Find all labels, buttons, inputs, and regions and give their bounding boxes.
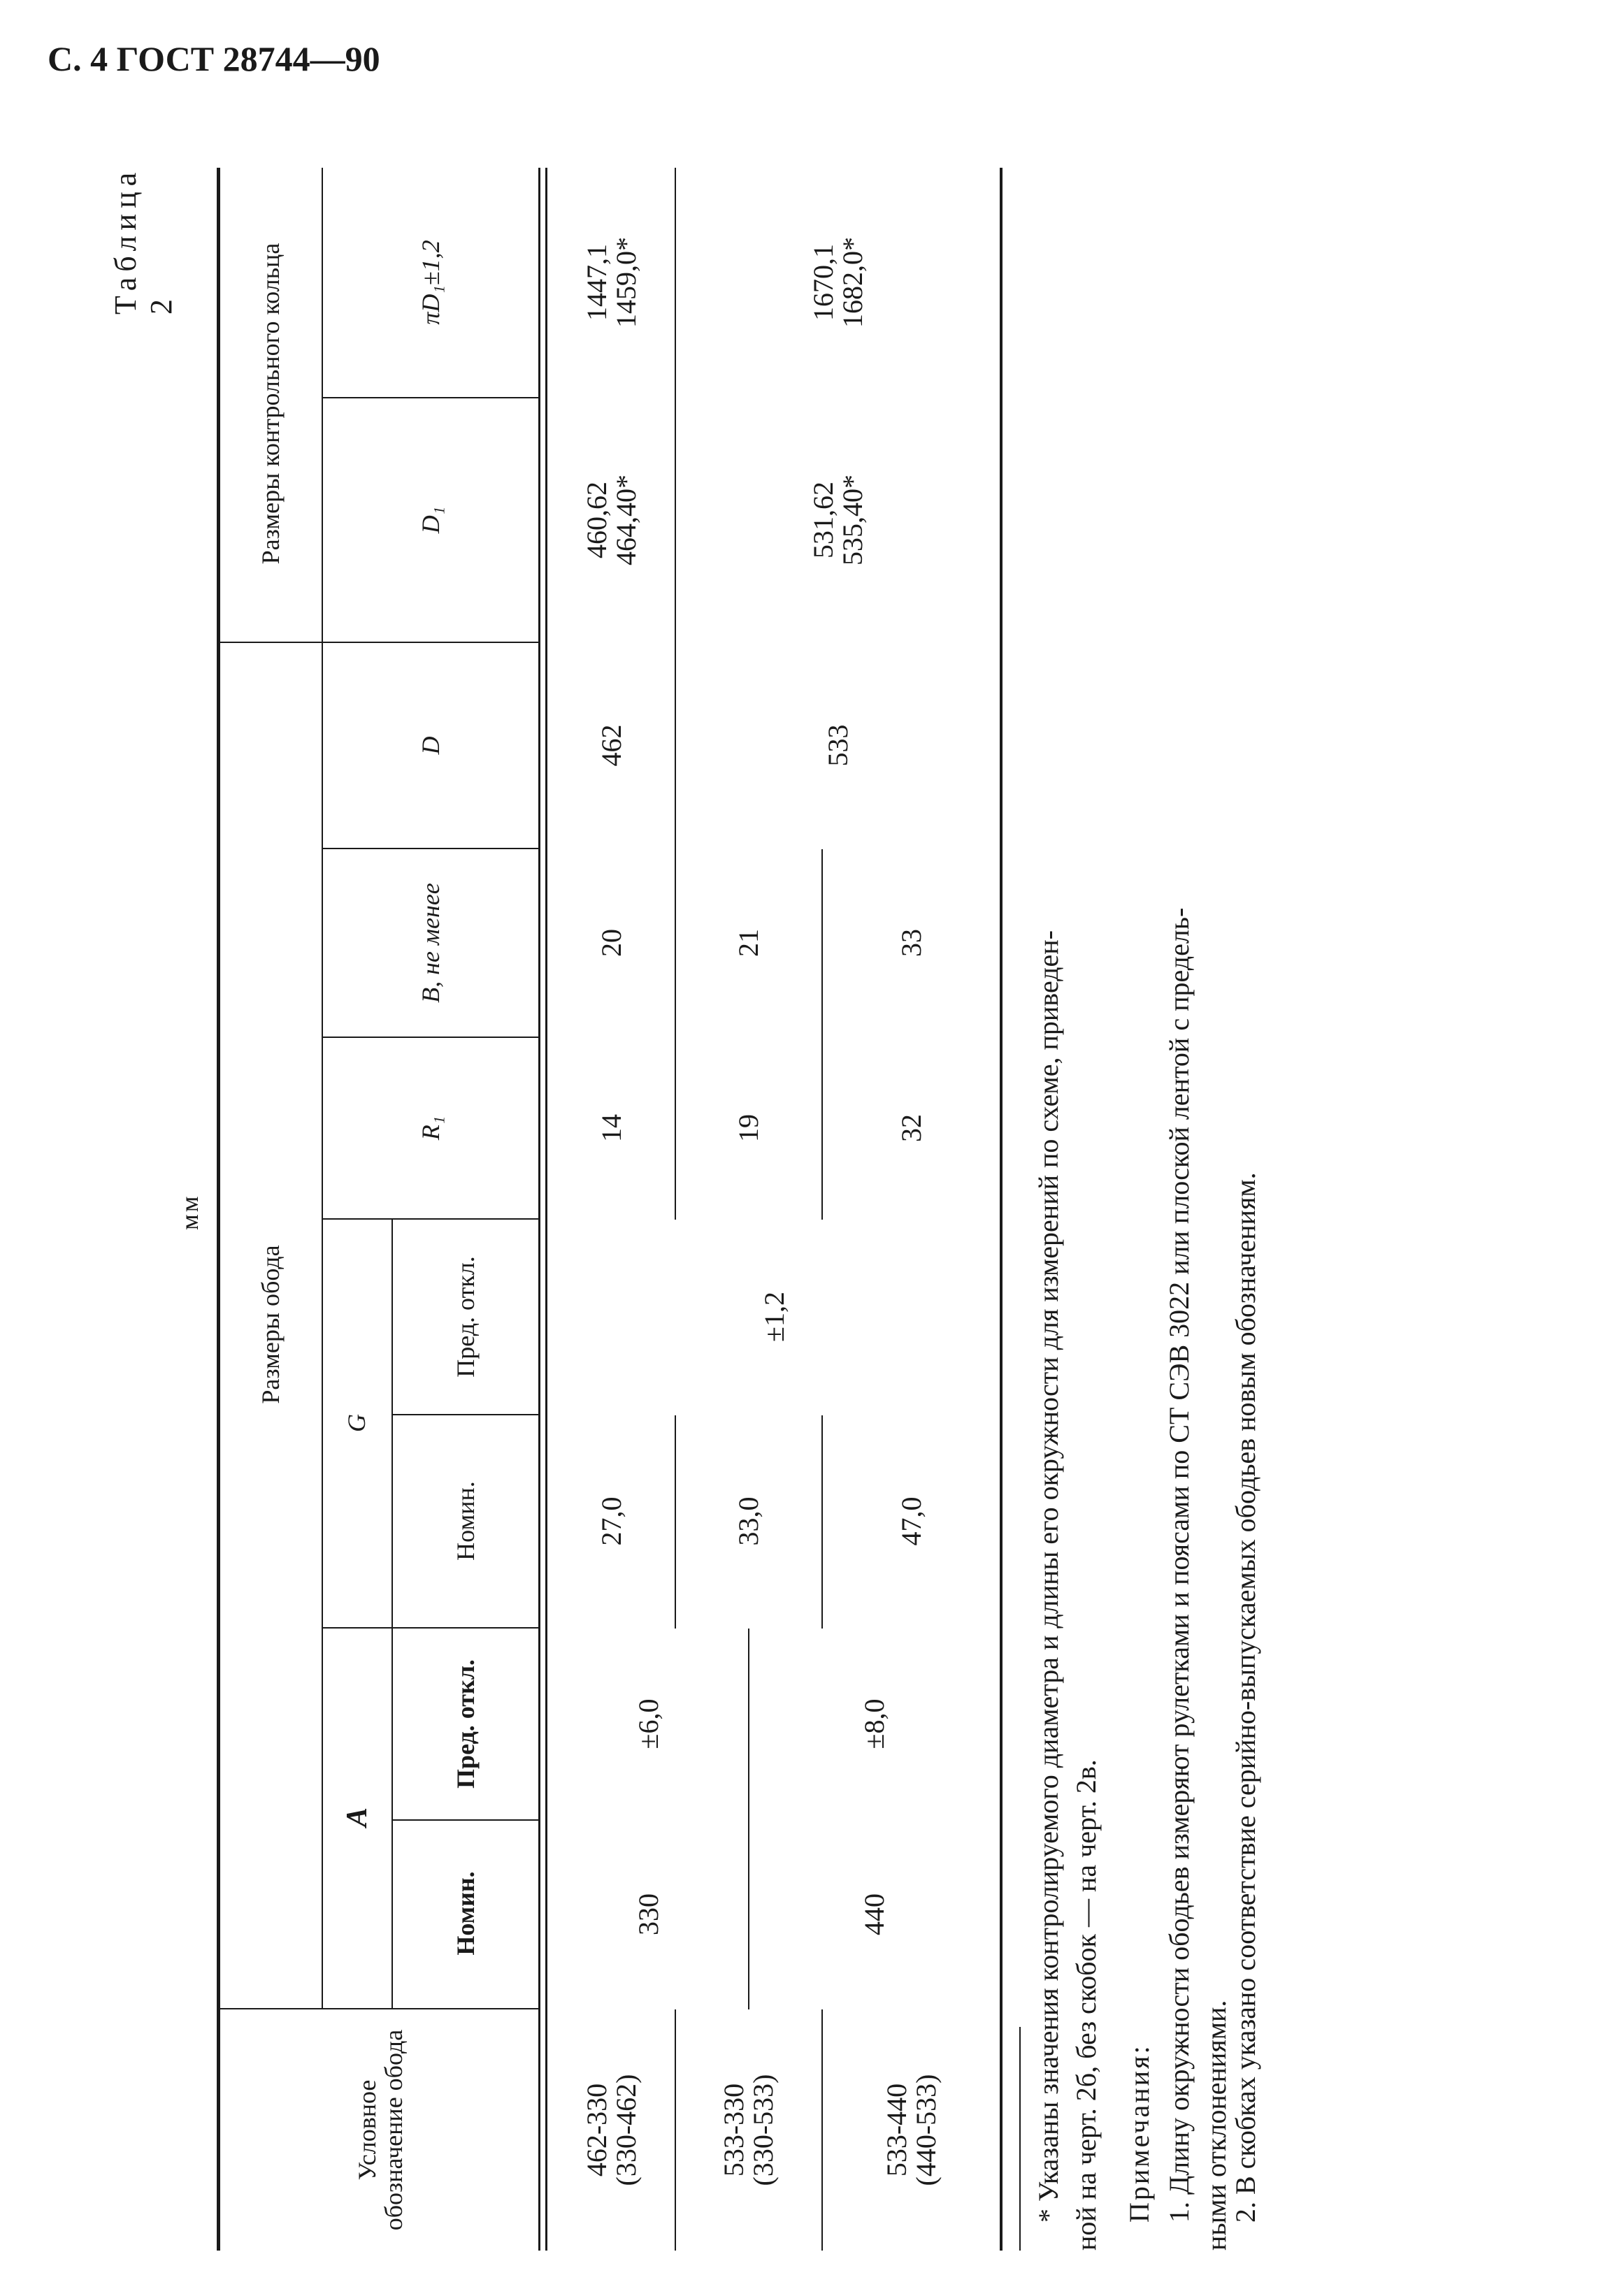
cell-a-dev-2: ±8,0 <box>858 1698 890 1749</box>
header-b: B, не менее <box>417 883 445 1003</box>
note-1-line-2: ными отклонениями. <box>1200 2000 1232 2251</box>
cell-a-dev-1: ±6,0 <box>632 1698 664 1749</box>
header-g-nom: Номин. <box>452 1481 480 1561</box>
cell-b-1: 20 <box>596 929 627 957</box>
footnote-line-1: * Указаны значения контролируемого диаметра и длины его окружности для измерений по схеме, приведен- <box>1033 930 1064 2223</box>
header-r: R₁ <box>417 1115 445 1141</box>
table-bottom-rule <box>1000 168 1003 2251</box>
header-d: D <box>417 736 445 755</box>
note-1-line-1: 1. Длину окружности ободьев измеряют рулетками и поясами по СТ СЭВ 3022 или плоской лентой с предель- <box>1163 907 1195 2223</box>
cell-g-nom-2: 33,0 <box>733 1496 764 1546</box>
cell-b-3: 33 <box>895 929 927 957</box>
cell-d1-2: 531,62 535,40* <box>807 475 868 565</box>
header-designation: Условное обозначение обода <box>352 2029 408 2231</box>
cell-g-dev: ±1,2 <box>758 1292 790 1342</box>
header-ring-group: Размеры контрольного кольца <box>256 243 285 565</box>
cell-r-3: 32 <box>895 1114 927 1142</box>
cell-a-nom-1: 330 <box>632 1893 664 1935</box>
cell-g-nom-1: 27,0 <box>596 1496 627 1546</box>
header-g: G <box>343 1414 371 1432</box>
cell-designation-row3: 533-440 (440-533) <box>880 2074 942 2186</box>
cell-r-1: 14 <box>596 1114 627 1142</box>
cell-pi-1: 1447,1 1459,0* <box>581 237 642 328</box>
header-g-dev: Пред. откл. <box>452 1256 480 1378</box>
cell-a-nom-2: 440 <box>858 1893 890 1935</box>
dimensions-table <box>217 168 1003 2251</box>
footnote-line-2: ной на черт. 2б, без скобок — на черт. 2в. <box>1070 1759 1102 2251</box>
cell-r-2: 19 <box>733 1114 764 1142</box>
cell-designation-row1: 462-330 (330-462) <box>581 2074 642 2186</box>
page-header: С. 4 ГОСТ 28744—90 <box>48 39 380 78</box>
cell-d-1: 462 <box>596 724 627 767</box>
rotated-content <box>98 168 1272 2251</box>
header-a-nom: Номин. <box>452 1871 480 1956</box>
cell-pi-2: 1670,1 1682,0* <box>807 237 868 328</box>
header-d1: D₁ <box>417 506 445 534</box>
cell-b-2: 21 <box>733 929 764 957</box>
table-caption: Таблица 2 <box>108 166 178 315</box>
v-line-designation <box>217 2008 540 2009</box>
note-2: 2. В скобках указано соответствие серийно-выпускаемых ободьев новым обозначениям. <box>1230 1172 1261 2223</box>
units-label: мм <box>175 1194 203 1230</box>
cell-d-2: 533 <box>821 724 854 767</box>
notes-block <box>1019 168 1271 2251</box>
header-rim-group: Размеры обода <box>256 1245 285 1404</box>
cell-designation-row2: 533-330 (330-533) <box>718 2074 779 2186</box>
cell-d1-1: 460,62 464,40* <box>581 475 642 565</box>
notes-title: Примечания: <box>1123 2044 1155 2223</box>
header-pi-d1: πD₁±1,2 <box>417 240 445 325</box>
header-a-dev: Пред. откл. <box>452 1659 480 1789</box>
footnote-rule <box>1019 2027 1021 2251</box>
cell-g-nom-3: 47,0 <box>895 1496 927 1546</box>
header-double-rule-2 <box>545 168 547 2251</box>
header-a: A <box>340 1807 373 1828</box>
